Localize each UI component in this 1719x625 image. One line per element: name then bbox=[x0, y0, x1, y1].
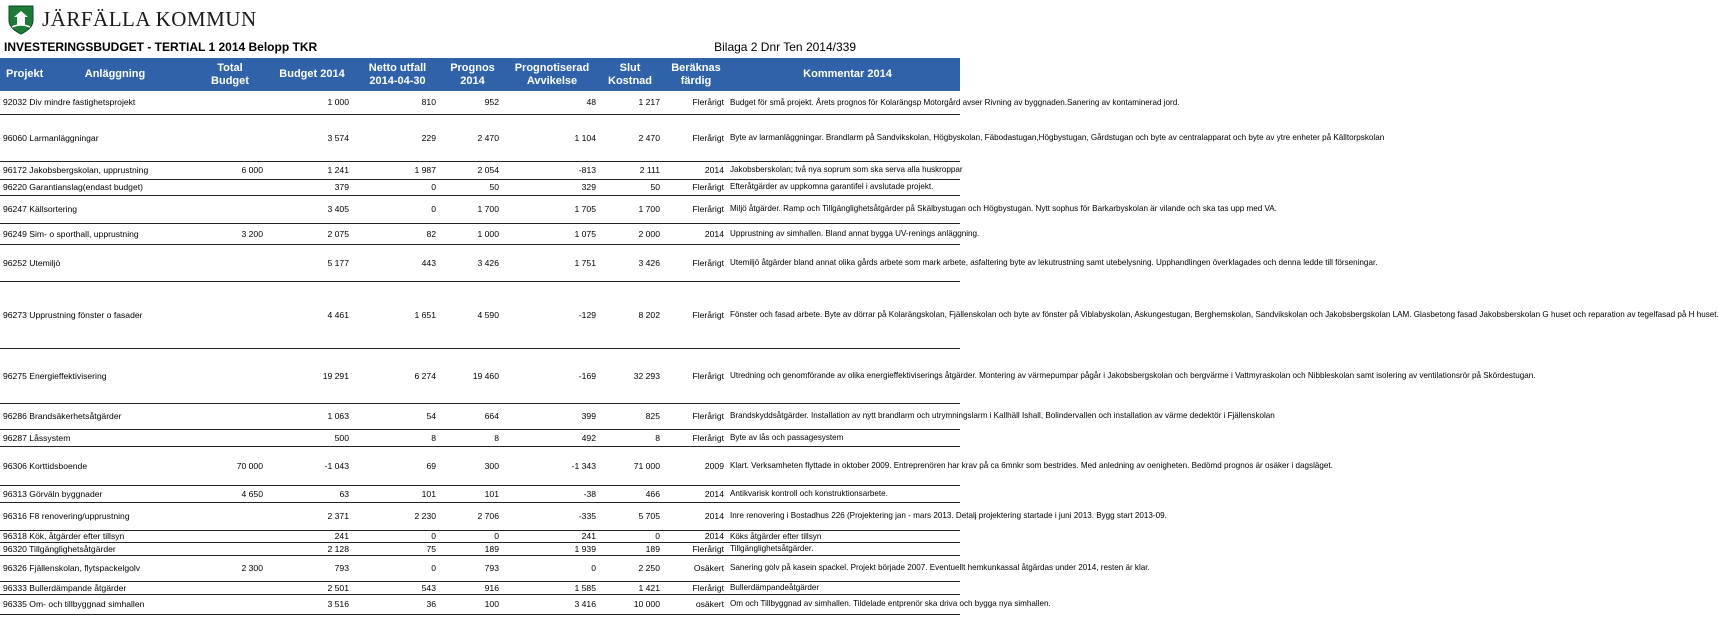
table-row bbox=[0, 161, 960, 179]
total-budget-value bbox=[214, 195, 266, 223]
slutkostnad-value: 2 111 bbox=[599, 161, 663, 179]
table-row bbox=[0, 348, 960, 403]
comment-text: Byte av larmanläggningar. Brandlarm på Sandvikskolan, Högbyskolan, Fäbodastugan,Högbystugan, Gårdstugan och byte av centralapparat och byte av ytre enheter på Källtorpskolan bbox=[727, 114, 960, 161]
fardig-value: Flerårigt bbox=[663, 281, 727, 348]
table-row bbox=[0, 581, 960, 594]
avvikelse-value: 1 705 bbox=[502, 195, 599, 223]
col-anlaggning: Anläggning bbox=[84, 68, 146, 80]
slutkostnad-value: 1 217 bbox=[599, 91, 663, 114]
slutkostnad-value: 8 bbox=[599, 429, 663, 446]
fardig-value: Flerårigt bbox=[663, 179, 727, 195]
comment-text: Budget för små projekt. Årets prognos för Kolarängsp Motorgård avser Rivning av byggnaden.Sanering av kontaminerad jord. bbox=[727, 91, 960, 114]
budget-value: -1 043 bbox=[266, 446, 352, 485]
col-budget: Budget 2014 bbox=[279, 68, 345, 80]
slutkostnad-value: 2 470 bbox=[599, 114, 663, 161]
col-slut: Slut Kostnad bbox=[608, 61, 652, 87]
prognos-value: 2 470 bbox=[439, 114, 502, 161]
budget-value: 4 461 bbox=[266, 281, 352, 348]
netto-value: 54 bbox=[352, 403, 439, 429]
total-budget-value bbox=[214, 403, 266, 429]
prognos-value: 19 460 bbox=[439, 348, 502, 403]
slutkostnad-value: 2 000 bbox=[599, 223, 663, 244]
comment-text: Klart. Verksamheten flyttade in oktober 2009. Entreprenören har krav på ca 6mnkr som bestrides. Med anledning av oenigheten. Bedömd prognos är osäker i dagsläget. bbox=[727, 446, 960, 485]
avvikelse-value: -169 bbox=[502, 348, 599, 403]
comment-text: Antikvarisk kontroll och konstruktionsarbete. bbox=[727, 485, 960, 502]
project-name: 96286 Brandsäkerhetsåtgärder bbox=[0, 403, 214, 429]
avvikelse-value: 492 bbox=[502, 429, 599, 446]
prognos-value: 300 bbox=[439, 446, 502, 485]
avvikelse-value: -38 bbox=[502, 485, 599, 502]
table-row bbox=[0, 543, 960, 556]
comment-text: Utemiljö åtgärder bland annat olika gårds arbete som mark arbete, asfaltering byte av lekutrustning samt utebelysning. Upphandlingen överklagades och denna ledde till förseningar. bbox=[727, 244, 960, 281]
table-row bbox=[0, 281, 960, 348]
table-row bbox=[0, 244, 960, 281]
project-name: 96326 Fjällenskolan, flytspackelgolv bbox=[0, 555, 214, 581]
table-row bbox=[0, 223, 960, 244]
budget-value: 2 128 bbox=[266, 543, 352, 556]
prognos-value: 0 bbox=[439, 530, 502, 543]
fardig-value: Flerårigt bbox=[663, 91, 727, 114]
netto-value: 0 bbox=[352, 555, 439, 581]
total-budget-value bbox=[214, 114, 266, 161]
netto-value: 1 651 bbox=[352, 281, 439, 348]
comment-text: Miljö åtgärder. Ramp och Tillgänglighetsåtgärder på Skälbystugan och Högbystugan. Nytt sophus för Barkarbyskolan är vilande och ska tas upp med VA. bbox=[727, 195, 960, 223]
netto-value: 543 bbox=[352, 581, 439, 594]
total-budget-value bbox=[214, 179, 266, 195]
column-header-bar bbox=[0, 58, 960, 91]
table-row bbox=[0, 114, 960, 161]
slutkostnad-value: 1 700 bbox=[599, 195, 663, 223]
netto-value: 75 bbox=[352, 543, 439, 556]
table-row bbox=[0, 530, 960, 543]
budget-value: 3 405 bbox=[266, 195, 352, 223]
table-row bbox=[0, 502, 960, 530]
slutkostnad-value: 0 bbox=[599, 530, 663, 543]
table-row bbox=[0, 485, 960, 502]
total-budget-value: 2 300 bbox=[214, 555, 266, 581]
fardig-value: Flerårigt bbox=[663, 114, 727, 161]
avvikelse-value: 0 bbox=[502, 555, 599, 581]
avvikelse-value: 241 bbox=[502, 530, 599, 543]
project-name: 96252 Utemiljö bbox=[0, 244, 214, 281]
table-row bbox=[0, 446, 960, 485]
budget-value: 1 000 bbox=[266, 91, 352, 114]
slutkostnad-value: 8 202 bbox=[599, 281, 663, 348]
budget-value: 3 574 bbox=[266, 114, 352, 161]
fardig-value: 2014 bbox=[663, 502, 727, 530]
budget-value: 2 501 bbox=[266, 581, 352, 594]
comment-text: Jakobsberskolan; två nya soprum som ska serva alla huskroppar bbox=[727, 161, 960, 179]
fardig-value: 2014 bbox=[663, 530, 727, 543]
project-name: 96316 F8 renovering/upprustning bbox=[0, 502, 214, 530]
budget-value: 2 371 bbox=[266, 502, 352, 530]
project-name: 96333 Bullerdämpande åtgärder bbox=[0, 581, 214, 594]
prognos-value: 793 bbox=[439, 555, 502, 581]
page-title: INVESTERINGSBUDGET - TERTIAL 1 2014 Belopp TKR bbox=[4, 40, 318, 54]
comment-text: Sanering golv på kasein spackel. Projekt började 2007. Eventuellt hemkunkassal åtgärdas under 2014, resten är klar. bbox=[727, 555, 960, 581]
prognos-value: 1 700 bbox=[439, 195, 502, 223]
prognos-value: 664 bbox=[439, 403, 502, 429]
budget-value: 1 063 bbox=[266, 403, 352, 429]
comment-text: Bullerdämpandeåtgärder bbox=[727, 581, 960, 594]
coat-of-arms-icon bbox=[8, 5, 34, 35]
comment-text: Upprustning av simhallen. Bland annat bygga UV-renings anläggning. bbox=[727, 223, 960, 244]
fardig-value: Flerårigt bbox=[663, 195, 727, 223]
project-name: 96320 Tillgänglighetsåtgärder bbox=[0, 543, 214, 556]
netto-value: 8 bbox=[352, 429, 439, 446]
budget-value: 19 291 bbox=[266, 348, 352, 403]
fardig-value: Flerårigt bbox=[663, 429, 727, 446]
total-budget-value: 6 000 bbox=[214, 161, 266, 179]
project-name: 96249 Sim- o sporthall, upprustning bbox=[0, 223, 214, 244]
fardig-value: Flerårigt bbox=[663, 244, 727, 281]
slutkostnad-value: 50 bbox=[599, 179, 663, 195]
slutkostnad-value: 32 293 bbox=[599, 348, 663, 403]
project-name: 96275 Energieffektivisering bbox=[0, 348, 214, 403]
avvikelse-value: -1 343 bbox=[502, 446, 599, 485]
avvikelse-value: -335 bbox=[502, 502, 599, 530]
slutkostnad-value: 825 bbox=[599, 403, 663, 429]
total-budget-value bbox=[214, 281, 266, 348]
comment-text: Fönster och fasad arbete. Byte av dörrar på Kolarängskolan, Fjällenskolan och byte av fönster på Viblabyskolan, Askungestugan, Berghemskolan, Sandvikskolan och Jakobsbergskolan LAM. Glasbetong fasad Jakobsberskolan G huset och reparation av tegelfasad på H huset. bbox=[727, 281, 960, 348]
fardig-value: Flerårigt bbox=[663, 348, 727, 403]
slutkostnad-value: 189 bbox=[599, 543, 663, 556]
project-name: 96313 Görväln byggnader bbox=[0, 485, 214, 502]
avvikelse-value: 1 751 bbox=[502, 244, 599, 281]
table-row bbox=[0, 195, 960, 223]
total-budget-value bbox=[214, 502, 266, 530]
col-projekt: Projekt bbox=[6, 68, 44, 80]
total-budget-value bbox=[214, 594, 266, 614]
comment-text: Köks åtgärder efter tillsyn bbox=[727, 530, 960, 543]
logo bbox=[8, 5, 408, 35]
budget-value: 63 bbox=[266, 485, 352, 502]
avvikelse-value: 3 416 bbox=[502, 594, 599, 614]
prognos-value: 4 590 bbox=[439, 281, 502, 348]
prognos-value: 1 000 bbox=[439, 223, 502, 244]
table-row bbox=[0, 179, 960, 195]
project-name: 96335 Om- och tillbyggnad simhallen bbox=[0, 594, 214, 614]
table-row bbox=[0, 403, 960, 429]
netto-value: 0 bbox=[352, 195, 439, 223]
prognos-value: 916 bbox=[439, 581, 502, 594]
project-name: 96287 Låssystem bbox=[0, 429, 214, 446]
prognos-value: 8 bbox=[439, 429, 502, 446]
col-avvikelse: Prognotiserad Avvikelse bbox=[514, 61, 590, 87]
prognos-value: 50 bbox=[439, 179, 502, 195]
fardig-value: Osäkert bbox=[663, 555, 727, 581]
col-total-budget: Total Budget bbox=[211, 61, 249, 87]
avvikelse-value: -129 bbox=[502, 281, 599, 348]
avvikelse-value: 1 104 bbox=[502, 114, 599, 161]
comment-text: Inre renovering i Bostadhus 226 (Projektering jan - mars 2013. Detalj projektering startade i juni 2013. Bygg start 2013-09. bbox=[727, 502, 960, 530]
prognos-value: 189 bbox=[439, 543, 502, 556]
project-name: 96060 Larmanläggningar bbox=[0, 114, 214, 161]
avvikelse-value: 329 bbox=[502, 179, 599, 195]
total-budget-value: 3 200 bbox=[214, 223, 266, 244]
prognos-value: 3 426 bbox=[439, 244, 502, 281]
total-budget-value bbox=[214, 244, 266, 281]
comment-text: Byte av lås och passagesystem bbox=[727, 429, 960, 446]
slutkostnad-value: 5 705 bbox=[599, 502, 663, 530]
netto-value: 69 bbox=[352, 446, 439, 485]
netto-value: 229 bbox=[352, 114, 439, 161]
prognos-value: 2 054 bbox=[439, 161, 502, 179]
fardig-value: 2014 bbox=[663, 223, 727, 244]
project-name: 96306 Korttidsboende bbox=[0, 446, 214, 485]
total-budget-value bbox=[214, 429, 266, 446]
avvikelse-value: -813 bbox=[502, 161, 599, 179]
fardig-value: Flerårigt bbox=[663, 581, 727, 594]
comment-text: Brandskyddsåtgärder. Installation av nytt brandlarm och utrymningslarm i Kallhäll Ishall, Bolindervallen och installation av värme dedektör i Fjällenskolan bbox=[727, 403, 960, 429]
total-budget-value bbox=[214, 348, 266, 403]
table-row bbox=[0, 594, 960, 614]
comment-text: Tillgänglighetsåtgärder. bbox=[727, 543, 960, 556]
total-budget-value: 4 650 bbox=[214, 485, 266, 502]
fardig-value: 2014 bbox=[663, 485, 727, 502]
project-name: 96220 Garantianslag(endast budget) bbox=[0, 179, 214, 195]
col-prognos: Prognos 2014 bbox=[450, 61, 495, 87]
table-row bbox=[0, 555, 960, 581]
budget-value: 379 bbox=[266, 179, 352, 195]
slutkostnad-value: 2 250 bbox=[599, 555, 663, 581]
comment-text: Efteråtgärder av uppkomna garantifel i avslutade projekt. bbox=[727, 179, 960, 195]
fardig-value: 2014 bbox=[663, 161, 727, 179]
total-budget-value bbox=[214, 91, 266, 114]
total-budget-value: 70 000 bbox=[214, 446, 266, 485]
budget-value: 793 bbox=[266, 555, 352, 581]
project-name: 96318 Kök, åtgärder efter tillsyn bbox=[0, 530, 214, 543]
fardig-value: osäkert bbox=[663, 594, 727, 614]
netto-value: 6 274 bbox=[352, 348, 439, 403]
avvikelse-value: 1 939 bbox=[502, 543, 599, 556]
budget-value: 500 bbox=[266, 429, 352, 446]
budget-value: 241 bbox=[266, 530, 352, 543]
budget-value: 1 241 bbox=[266, 161, 352, 179]
brand-name: JÄRFÄLLA KOMMUN bbox=[42, 7, 257, 31]
budget-value: 2 075 bbox=[266, 223, 352, 244]
slutkostnad-value: 1 421 bbox=[599, 581, 663, 594]
prognos-value: 952 bbox=[439, 91, 502, 114]
slutkostnad-value: 10 000 bbox=[599, 594, 663, 614]
comment-text: Utredning och genomförande av olika energieffektiviserings åtgärder. Montering av värmepumpar pågår i Jakobsbergskolan och bergvärme i Vattmyraskolan och Nibbleskolan samt isolering av ventilationsrör på Skördestugan. bbox=[727, 348, 960, 403]
project-name: 96247 Källsortering bbox=[0, 195, 214, 223]
budget-table bbox=[0, 91, 1719, 615]
col-kommentar: Kommentar 2014 bbox=[803, 68, 892, 80]
prognos-value: 101 bbox=[439, 485, 502, 502]
avvikelse-value: 1 585 bbox=[502, 581, 599, 594]
netto-value: 2 230 bbox=[352, 502, 439, 530]
prognos-value: 100 bbox=[439, 594, 502, 614]
prognos-value: 2 706 bbox=[439, 502, 502, 530]
total-budget-value bbox=[214, 530, 266, 543]
netto-value: 810 bbox=[352, 91, 439, 114]
netto-value: 0 bbox=[352, 530, 439, 543]
table-row bbox=[0, 429, 960, 446]
col-netto: Netto utfall 2014-04-30 bbox=[368, 61, 427, 87]
netto-value: 101 bbox=[352, 485, 439, 502]
comment-text: Om och Tillbyggnad av simhallen. Tildelade entprenör ska driva och bygga nya simhallen. bbox=[727, 594, 960, 614]
netto-value: 443 bbox=[352, 244, 439, 281]
avvikelse-value: 399 bbox=[502, 403, 599, 429]
slutkostnad-value: 71 000 bbox=[599, 446, 663, 485]
project-name: 92032 Div mindre fastighetsprojekt bbox=[0, 91, 214, 114]
budget-value: 3 516 bbox=[266, 594, 352, 614]
budget-value: 5 177 bbox=[266, 244, 352, 281]
total-budget-value bbox=[214, 543, 266, 556]
netto-value: 1 987 bbox=[352, 161, 439, 179]
netto-value: 82 bbox=[352, 223, 439, 244]
col-beraknas: Beräknas färdig bbox=[671, 61, 721, 87]
project-name: 96172 Jakobsbergskolan, upprustning bbox=[0, 161, 214, 179]
slutkostnad-value: 466 bbox=[599, 485, 663, 502]
total-budget-value bbox=[214, 581, 266, 594]
avvikelse-value: 48 bbox=[502, 91, 599, 114]
avvikelse-value: 1 075 bbox=[502, 223, 599, 244]
project-name: 96273 Upprustning fönster o fasader bbox=[0, 281, 214, 348]
fardig-value: 2009 bbox=[663, 446, 727, 485]
document-reference: Bilaga 2 Dnr Ten 2014/339 bbox=[714, 40, 856, 54]
netto-value: 0 bbox=[352, 179, 439, 195]
fardig-value: Flerårigt bbox=[663, 403, 727, 429]
table-row bbox=[0, 91, 960, 114]
fardig-value: Flerårigt bbox=[663, 543, 727, 556]
netto-value: 36 bbox=[352, 594, 439, 614]
slutkostnad-value: 3 426 bbox=[599, 244, 663, 281]
